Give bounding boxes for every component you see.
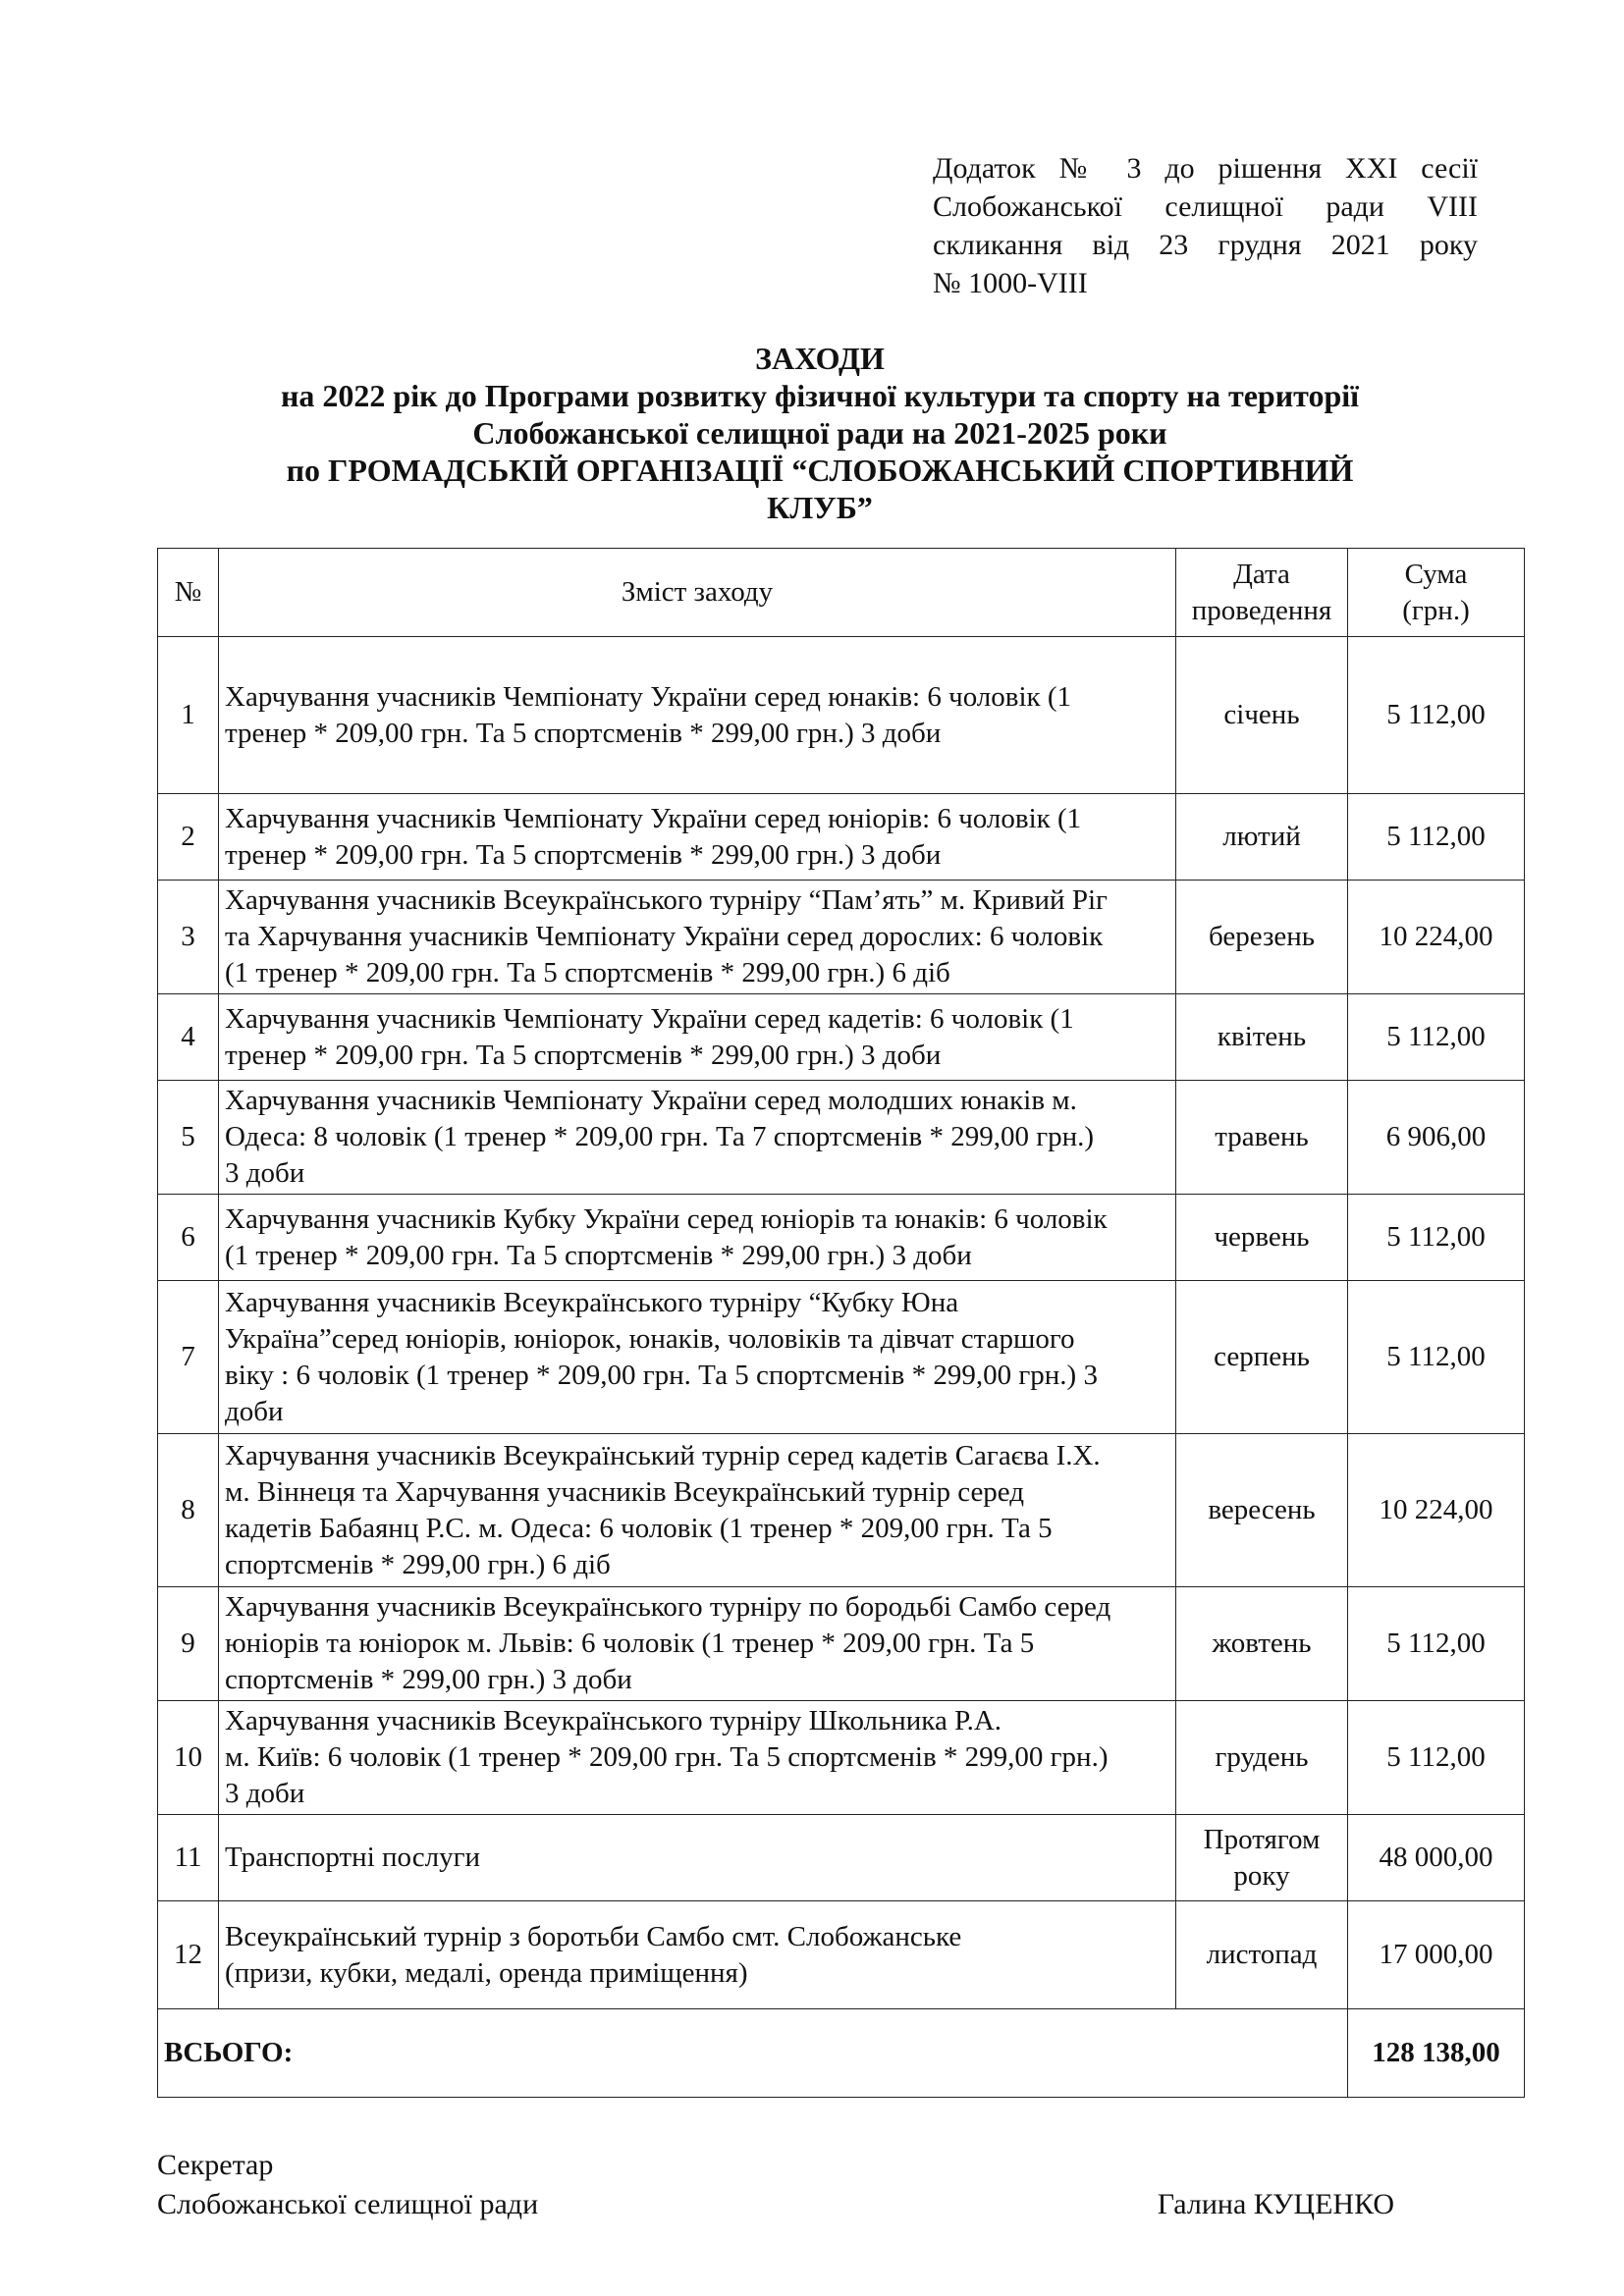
row-number: 6 xyxy=(158,1195,219,1281)
attachment-line: Додаток № 3 до рішення XXI сесії xyxy=(933,152,1478,185)
row-number: 1 xyxy=(158,637,219,794)
row-description xyxy=(219,1901,1176,2009)
title-line: КЛУБ” xyxy=(767,490,873,525)
signature-council: Слобожанської селищної ради xyxy=(157,2188,539,2220)
row-number: 8 xyxy=(158,1434,219,1587)
title-line: Слобожанської селищної ради на 2021-2025 роки xyxy=(472,415,1167,451)
total-sum: 128 138,00 xyxy=(1348,2009,1525,2098)
row-sum: 5 112,00 xyxy=(1348,1195,1525,1281)
title-line: ЗАХОДИ xyxy=(755,341,885,376)
date-line: року xyxy=(1233,1859,1290,1892)
description-line: (1 тренер * 209,00 грн. Та 5 спортсменів * 299,00 грн.) 6 діб xyxy=(225,957,950,988)
row-description xyxy=(219,1434,1176,1587)
header-num: № xyxy=(158,549,219,637)
signature-title: Секретар xyxy=(157,2149,274,2181)
row-number: 12 xyxy=(158,1901,219,2009)
signature-block xyxy=(157,2146,1394,2224)
description-line: Всеукраїнський турнір з боротьби Самбо смт. Слобожанське xyxy=(225,1920,962,1952)
description-line: юніорів та юніорок м. Львів: 6 чоловік (1 тренер * 209,00 грн. Та 5 xyxy=(225,1628,1035,1659)
row-number: 5 xyxy=(158,1081,219,1195)
row-number: 7 xyxy=(158,1281,219,1434)
table-row xyxy=(158,637,1525,794)
description-line: тренер * 209,00 грн. Та 5 спортсменів * 299,00 грн.) 3 доби xyxy=(225,717,942,749)
row-date: грудень xyxy=(1176,1701,1348,1815)
row-date: березень xyxy=(1176,881,1348,994)
table-row xyxy=(158,1701,1525,1815)
table-row xyxy=(158,881,1525,994)
description-line: Харчування учасників Чемпіонату України серед юніорів: 6 чоловік (1 xyxy=(225,802,1082,834)
table-header-row xyxy=(158,549,1525,637)
description-line: (призи, кубки, медалі, оренда приміщення) xyxy=(225,1956,748,1989)
row-sum: 10 224,00 xyxy=(1348,1434,1525,1587)
row-sum: 5 112,00 xyxy=(1348,1587,1525,1701)
row-description xyxy=(219,1815,1176,1901)
row-sum: 6 906,00 xyxy=(1348,1081,1525,1195)
table-row xyxy=(158,994,1525,1081)
attachment-line: № 1000-VIII xyxy=(933,267,1088,299)
description-line: Харчування учасників Всеукраїнський турнір серед кадетів Сагаєва І.Х. xyxy=(225,1439,1101,1471)
header-content: Зміст заходу xyxy=(219,549,1176,637)
row-description xyxy=(219,794,1176,881)
row-date: січень xyxy=(1176,637,1348,794)
description-line: кадетів Бабаянц Р.С. м. Одеса: 6 чоловік (1 тренер * 209,00 грн. Та 5 xyxy=(225,1512,1053,1544)
row-description xyxy=(219,637,1176,794)
signature-name: Галина КУЦЕНКО xyxy=(1157,2188,1394,2220)
date-line: Протягом xyxy=(1203,1823,1321,1855)
row-sum: 48 000,00 xyxy=(1348,1815,1525,1901)
document-title xyxy=(147,340,1492,526)
title-line: на 2022 рік до Програми розвитку фізичної культури та спорту на території xyxy=(280,378,1360,413)
row-number: 9 xyxy=(158,1587,219,1701)
attachment-note xyxy=(933,149,1478,302)
title-line: по ГРОМАДСЬКІЙ ОРГАНІЗАЦІЇ “СЛОБОЖАНСЬКИЙ СПОРТИВНИЙ xyxy=(286,453,1354,488)
description-line: спортсменів * 299,00 грн.) 6 діб xyxy=(225,1548,611,1580)
description-line: Харчування учасників Всеукраїнського турніру “Кубку Юна xyxy=(225,1286,959,1318)
row-sum: 5 112,00 xyxy=(1348,1281,1525,1434)
description-line: Харчування учасників Всеукраїнського турніру “Пам’ять” м. Кривий Ріг xyxy=(225,884,1108,916)
description-line: тренер * 209,00 грн. Та 5 спортсменів * 299,00 грн.) 3 доби xyxy=(225,1039,942,1071)
row-number: 3 xyxy=(158,881,219,994)
table-row xyxy=(158,1434,1525,1587)
description-line: 3 доби xyxy=(225,1778,305,1809)
total-label: ВСЬОГО: xyxy=(158,2009,1348,2098)
row-description xyxy=(219,881,1176,994)
header-sum xyxy=(1348,549,1525,637)
row-sum: 5 112,00 xyxy=(1348,994,1525,1081)
description-line: м. Віннеця та Харчування учасників Всеукраїнський турнір серед xyxy=(225,1475,1025,1508)
row-description xyxy=(219,1195,1176,1281)
row-description xyxy=(219,1081,1176,1195)
row-date: лютий xyxy=(1176,794,1348,881)
attachment-line: скликання від 23 грудня 2021 року xyxy=(933,229,1478,261)
description-line: Харчування учасників Чемпіонату України серед молодших юнаків м. xyxy=(225,1085,1077,1116)
description-line: доби xyxy=(225,1395,284,1427)
row-description xyxy=(219,1587,1176,1701)
total-row xyxy=(158,2009,1525,2098)
row-date: листопад xyxy=(1176,1901,1348,2009)
row-date: квітень xyxy=(1176,994,1348,1081)
description-line: (1 тренер * 209,00 грн. Та 5 спортсменів * 299,00 грн.) 3 доби xyxy=(225,1239,972,1271)
header-sum-line: Сума xyxy=(1404,558,1468,590)
header-sum-line: (грн.) xyxy=(1402,594,1470,626)
row-date: жовтень xyxy=(1176,1587,1348,1701)
table-row xyxy=(158,1081,1525,1195)
row-number: 2 xyxy=(158,794,219,881)
row-description xyxy=(219,1281,1176,1434)
row-description xyxy=(219,994,1176,1081)
table-row xyxy=(158,794,1525,881)
row-number: 4 xyxy=(158,994,219,1081)
row-description xyxy=(219,1701,1176,1815)
description-line: тренер * 209,00 грн. Та 5 спортсменів * 299,00 грн.) 3 доби xyxy=(225,838,942,871)
description-line: Одеса: 8 чоловік (1 тренер * 209,00 грн. Та 7 спортсменів * 299,00 грн.) xyxy=(225,1121,1095,1152)
description-line: Транспортні послуги xyxy=(225,1842,481,1873)
header-date-line: Дата xyxy=(1233,558,1290,590)
row-number: 11 xyxy=(158,1815,219,1901)
header-date-line: проведення xyxy=(1191,594,1332,626)
description-line: Україна”серед юніорів, юніорок, юнаків, чоловіків та дівчат старшого xyxy=(225,1322,1075,1355)
description-line: Харчування учасників Чемпіонату України серед кадетів: 6 чоловік (1 xyxy=(225,1002,1074,1035)
row-sum: 10 224,00 xyxy=(1348,881,1525,994)
attachment-line: Слобожанської селищної ради VIII xyxy=(933,190,1478,223)
table-row xyxy=(158,1587,1525,1701)
row-date: червень xyxy=(1176,1195,1348,1281)
description-line: 3 доби xyxy=(225,1157,305,1189)
description-line: м. Київ: 6 чоловік (1 тренер * 209,00 грн. Та 5 спортсменів * 299,00 грн.) xyxy=(225,1741,1109,1773)
table-row xyxy=(158,1281,1525,1434)
description-line: Харчування учасників Всеукраїнського турніру по бородьбі Самбо серед xyxy=(225,1591,1111,1623)
row-date: травень xyxy=(1176,1081,1348,1195)
description-line: та Харчування учасників Чемпіонату України серед дорослих: 6 чоловік xyxy=(225,921,1104,952)
measures-table xyxy=(157,548,1525,2098)
row-date: вересень xyxy=(1176,1434,1348,1587)
description-line: Харчування учасників Всеукраїнського турніру Школьника Р.А. xyxy=(225,1705,1002,1736)
description-line: спортсменів * 299,00 грн.) 3 доби xyxy=(225,1664,632,1695)
header-date xyxy=(1176,549,1348,637)
table-row xyxy=(158,1815,1525,1901)
row-date xyxy=(1176,1815,1348,1901)
row-number: 10 xyxy=(158,1701,219,1815)
row-sum: 5 112,00 xyxy=(1348,794,1525,881)
table-body xyxy=(158,637,1525,2009)
table-row xyxy=(158,1195,1525,1281)
row-sum: 5 112,00 xyxy=(1348,1701,1525,1815)
row-sum: 5 112,00 xyxy=(1348,637,1525,794)
row-sum: 17 000,00 xyxy=(1348,1901,1525,2009)
description-line: віку : 6 чоловік (1 тренер * 209,00 грн. Та 5 спортсменів * 299,00 грн.) 3 xyxy=(225,1359,1098,1391)
description-line: Харчування учасників Кубку України серед юніорів та юнаків: 6 чоловік xyxy=(225,1202,1108,1235)
table-row xyxy=(158,1901,1525,2009)
description-line: Харчування учасників Чемпіонату України серед юнаків: 6 чоловік (1 xyxy=(225,680,1072,713)
row-date: серпень xyxy=(1176,1281,1348,1434)
